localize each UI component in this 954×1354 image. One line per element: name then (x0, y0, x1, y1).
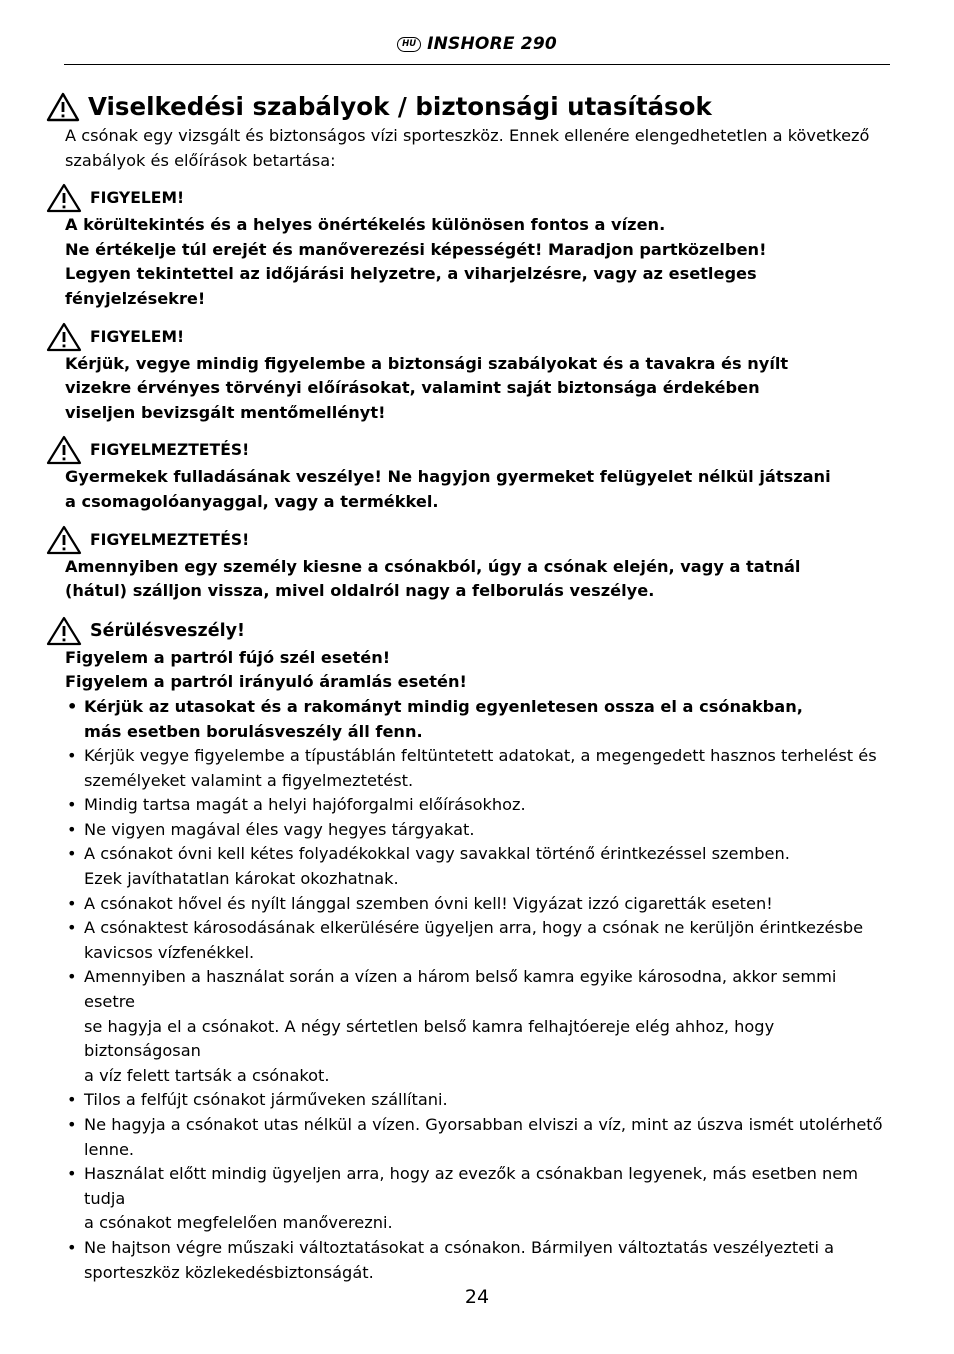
bullet-line: • Ne vigyen magával éles vagy hegyes tárgyakat. (84, 819, 475, 839)
injury-line: Figyelem a partról fújó szél esetén! (65, 647, 391, 667)
bullet-item (65, 892, 891, 917)
bullet-line: más esetben borulásveszély áll fenn. (84, 721, 423, 741)
bullet-item (65, 1162, 891, 1236)
warning-line: Amennyiben egy személy kiesne a csónakból, úgy a csónak elején, vagy a tatnál (65, 556, 801, 576)
bullet-line: • Amennyiben a használat során a vízen a három belső kamra egyike károsodna, akkor semmi esetre (84, 967, 837, 1012)
warning-triangle-icon (46, 616, 82, 646)
bullet-line: • Ne hajtson végre műszaki változtatásokat a csónakon. Bármilyen változtatás veszélyezteti a (84, 1237, 835, 1257)
injury-line: Figyelem a partról irányuló áramlás esetén! (65, 672, 467, 692)
bullet-line: • Kérjük vegye figyelembe a típustáblán feltüntetett adatokat, a megengedett hasznos terhelést és (84, 746, 877, 766)
bullet-line: • Használat előtt mindig ügyeljen arra, hogy az evezők a csónakban legyenek, más esetben nem tudja (84, 1164, 858, 1208)
bullet-line: • Tilos a felfújt csónakot járműveken szállítani. (84, 1090, 448, 1110)
warning-label: FIGYELMEZTETÉS! (90, 530, 250, 549)
warning-triangle-icon (46, 435, 82, 465)
warning-text (65, 555, 891, 604)
bullet-item (65, 818, 891, 843)
bullet-item (65, 1113, 891, 1162)
warning-line: Gyermekek fulladásának veszélye! Ne hagyjon gyermeket felügyelet nélkül játszani (65, 467, 831, 487)
bullet-item (65, 695, 891, 744)
bullet-item (65, 916, 891, 965)
bullet-line: • A csónakot hővel és nyílt lánggal szemben óvni kell! Vigyázat izzó cigaretták eseten! (84, 893, 773, 913)
product-name: INSHORE 290 (427, 34, 557, 54)
header-inner (397, 34, 557, 54)
warning-line: A körültekintés és a helyes önértékelés különösen fontos a vízen. (65, 215, 666, 235)
warning-label: FIGYELEM! (90, 327, 185, 346)
warning-text (65, 352, 891, 426)
warning-line: Kérjük, vegye mindig figyelembe a biztonsági szabályokat és a tavakra és nyílt (65, 353, 789, 373)
warning-heading (46, 525, 891, 555)
warning-heading (46, 183, 891, 213)
bullet-line: sporteszköz közlekedésbiztonságát. (84, 1262, 374, 1282)
bullet-line: lenne. (84, 1139, 135, 1159)
warning-heading (46, 322, 891, 352)
bullet-line: a víz felett tartsák a csónakot. (84, 1065, 330, 1085)
warning-triangle-icon (46, 183, 82, 213)
bullet-line: • A csónaktest károsodásának elkerülésére ügyeljen arra, hogy a csónak ne kerüljön érintkezésbe (84, 918, 864, 938)
warning-triangle-icon (46, 525, 82, 555)
injury-heading (46, 616, 891, 646)
intro-line: szabályok és előírások betartása: (65, 150, 336, 170)
safety-bullet-list (65, 695, 891, 1285)
bullet-line: a csónakot megfelelően manőverezni. (84, 1213, 393, 1233)
bullet-line: • Kérjük az utasokat és a rakományt mindig egyenletesen ossza el a csónakban, (84, 696, 803, 716)
warning-line: (hátul) szálljon vissza, mivel oldalról nagy a felborulás veszélye. (65, 581, 655, 601)
bullet-item (65, 744, 891, 793)
warning-triangle-icon (46, 92, 80, 122)
warning-line: Legyen tekintettel az időjárási helyzetre, a viharjelzésre, vagy az esetleges (65, 264, 757, 284)
bullet-item (65, 965, 891, 1088)
bullet-line: • Mindig tartsa magát a helyi hajóforgalmi előírásokhoz. (84, 795, 526, 815)
warning-text (65, 465, 891, 514)
warning-text (65, 213, 891, 311)
bullet-line: kavicsos vízfenékkel. (84, 942, 255, 962)
bullet-line: személyeket valamint a figyelmeztetést. (84, 770, 414, 790)
bullet-item (65, 1088, 891, 1113)
warning-line: a csomagolóanyaggal, vagy a termékkel. (65, 491, 439, 511)
warning-label: FIGYELEM! (90, 189, 185, 208)
warning-triangle-icon (46, 322, 82, 352)
intro-line: A csónak egy vizsgált és biztonságos vízi sporteszköz. Ennek ellenére elengedhetetlen a következő (65, 126, 870, 145)
warning-line: fényjelzésekre! (65, 288, 206, 308)
intro-paragraph (65, 124, 891, 173)
warning-label: FIGYELMEZTETÉS! (90, 441, 250, 460)
bullet-item (65, 842, 891, 891)
bullet-line: Ezek javíthatatlan károkat okozhatnak. (84, 869, 399, 889)
bullet-line: • A csónakot óvni kell kétes folyadékokkal vagy savakkal történő érintkezéssel szemben. (84, 844, 790, 864)
bullet-line: se hagyja el a csónakot. A négy sértetlen belső kamra felhajtóereje elég ahhoz, hogy biztonságosan (84, 1016, 775, 1061)
injury-bold-text (65, 646, 891, 695)
bullet-item (65, 793, 891, 818)
section-title-text: Viselkedési szabályok / biztonsági utasítások (88, 92, 712, 121)
section-title (46, 92, 891, 122)
injury-label: Sérülésveszély! (90, 620, 245, 641)
warning-line: Ne értékelje túl erejét és manőverezési képességét! Maradjon partközelben! (65, 239, 767, 259)
bullet-item (65, 1236, 891, 1285)
page-number: 24 (464, 1286, 490, 1308)
bullet-line: • Ne hagyja a csónakot utas nélkül a vízen. Gyorsabban elviszi a víz, mint az úszva ismét utolérhető (84, 1115, 883, 1134)
language-badge: HU (397, 37, 421, 52)
page-content (46, 92, 891, 1285)
warning-line: viseljen bevizsgált mentőmellényt! (65, 402, 386, 422)
page-header (64, 30, 890, 65)
warning-line: vizekre érvényes törvényi előírásokat, valamint saját biztonsága érdekében (65, 378, 760, 398)
warning-heading (46, 435, 891, 465)
